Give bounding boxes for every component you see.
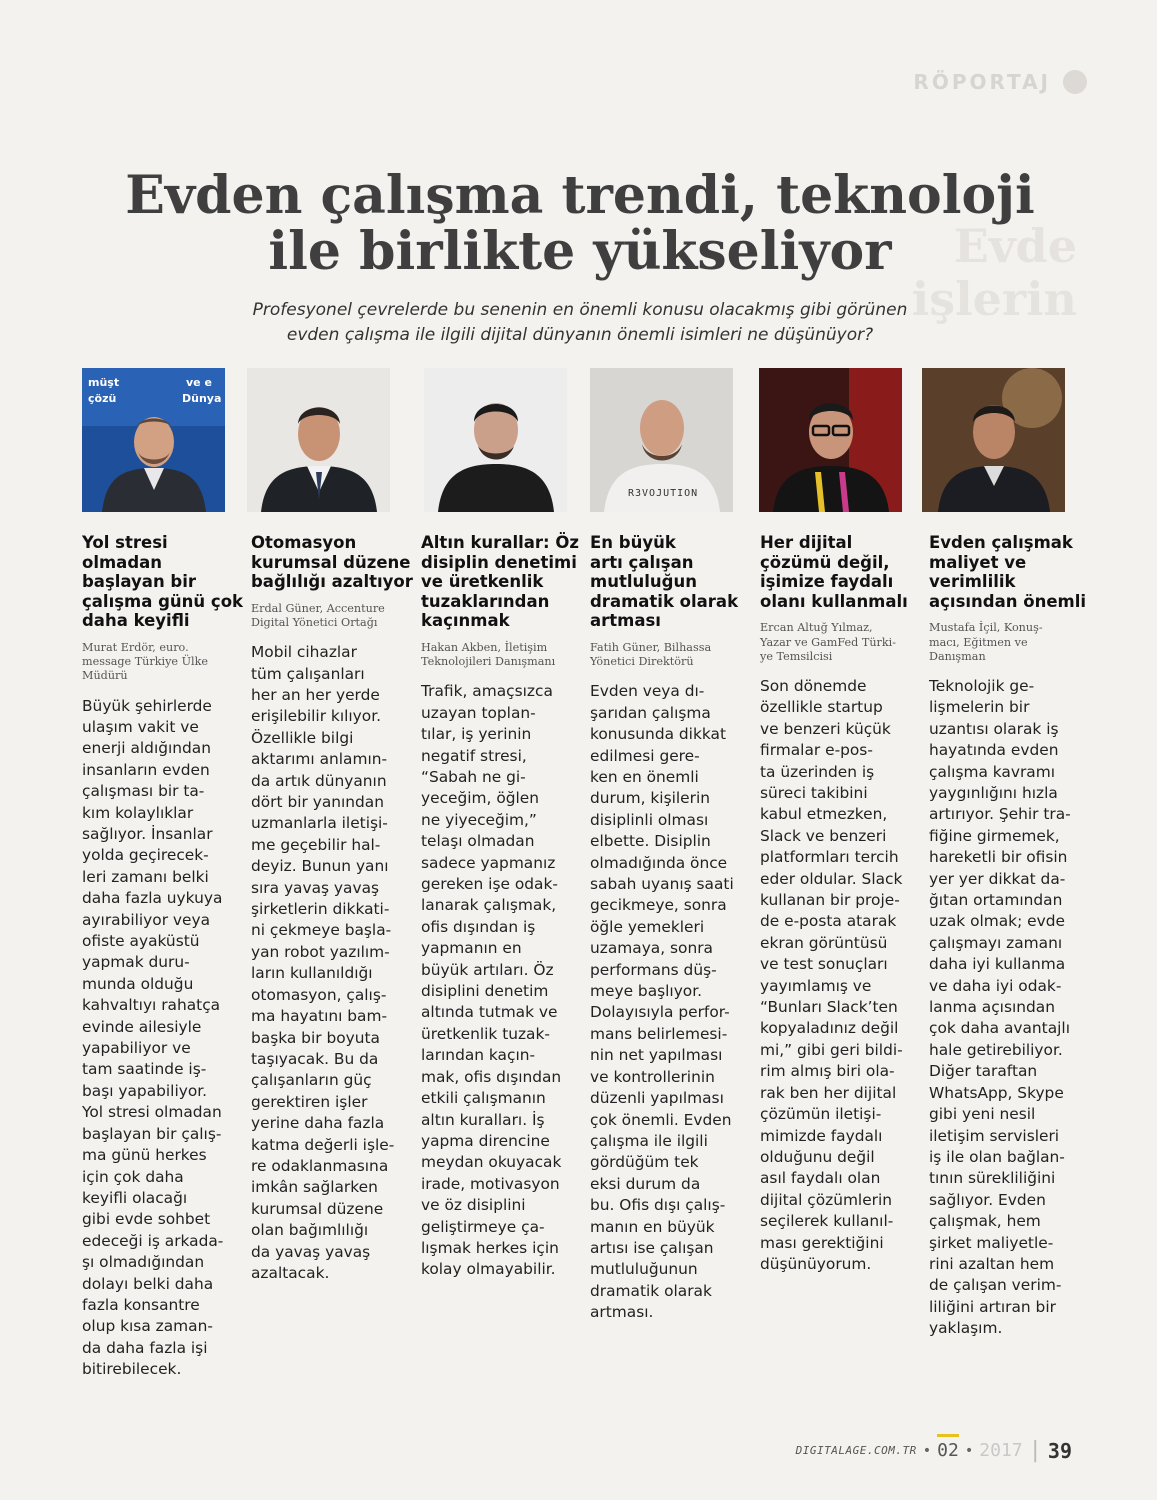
column-heading-line: Yol stresi xyxy=(82,533,168,552)
column-body xyxy=(251,642,406,1284)
portrait-ercan-altug-yilmaz xyxy=(759,368,902,512)
article-column-2 xyxy=(251,533,413,1284)
portrait-hakan-akben xyxy=(424,368,567,512)
ghost-title-line: işlerin xyxy=(911,271,1077,326)
column-body-line: ken en önemli xyxy=(590,768,699,786)
column-heading-line: ve üretkenlik xyxy=(421,572,544,592)
column-body-line: Mobil cihazlar xyxy=(251,643,357,662)
photo-banner-text: ve e xyxy=(186,376,212,389)
column-heading-line: Altın kurallar: Öz xyxy=(421,533,580,552)
column-body-line: üretkenlik tuzak- xyxy=(421,1024,550,1043)
column-heading-line: Otomasyon xyxy=(251,533,357,552)
column-author-line: Ercan Altuğ Yılmaz, xyxy=(760,621,873,635)
column-body-line: Yol stresi olmadan xyxy=(82,1103,222,1122)
column-body-line: yaklaşım. xyxy=(929,1319,1003,1338)
column-heading-line: başlayan bir xyxy=(82,572,197,592)
column-author-line: Müdürü xyxy=(82,669,128,683)
subtitle-line: evden çalışma ile ilgili dijital dünyanın önemli isimleri ne düşünüyor? xyxy=(286,325,874,345)
column-body-line: kurumsal düzene xyxy=(251,1199,384,1218)
column-heading-line: daha keyifli xyxy=(82,611,190,631)
column-body-line: rak ben her dijital xyxy=(760,1083,897,1102)
column-body-line: leri zamanı belki xyxy=(82,867,209,886)
column-body-line: sabah uyanış saati xyxy=(590,875,734,894)
column-body-line: iş ile olan bağlan- xyxy=(929,1147,1065,1166)
portrait-photo-5 xyxy=(759,368,902,512)
column-body-line: büyük artıları. Öz xyxy=(421,960,554,979)
column-body-line: şirket maliyetle- xyxy=(929,1233,1054,1252)
column-heading-line: verimlilik xyxy=(929,572,1016,592)
column-body-line: WhatsApp, Skype xyxy=(929,1083,1064,1102)
column-body-line: başka bir boyuta xyxy=(251,1028,380,1047)
column-body-line: deyiz. Bunun yanı xyxy=(251,857,389,876)
column-body-line: Evden veya dı- xyxy=(590,682,705,701)
column-body-line: iletişim servisleri xyxy=(929,1126,1060,1145)
column-body-line: için çok daha xyxy=(82,1167,184,1186)
column-author-line: Yazar ve GamFed Türki- xyxy=(760,635,897,649)
section-dot-icon xyxy=(1063,70,1087,94)
column-body-line: altında tutmak ve xyxy=(421,1003,558,1022)
column-body-line: kahvaltıyı rahatça xyxy=(82,996,221,1015)
column-body-line: her an her yerde xyxy=(251,686,380,704)
column-body-line: düzenli yapılması xyxy=(590,1089,724,1108)
column-body-line: yapabiliyor ve xyxy=(82,1039,191,1058)
column-body-line: telaşı olmadan xyxy=(421,832,535,851)
column-body-line: artısı ise çalışan xyxy=(590,1238,714,1257)
column-body-line: gibi evde sohbet xyxy=(82,1210,211,1229)
column-body-line: kopyaladınız değil xyxy=(760,1019,899,1038)
column-heading xyxy=(82,533,244,631)
article-column-5 xyxy=(760,533,915,1275)
column-author-line: Mustafa İçil, Konuş- xyxy=(929,621,1043,635)
column-body-line: kabul etmezken, xyxy=(760,805,888,824)
column-body-line: meye başlıyor. xyxy=(590,982,703,1001)
column-body-line: lışmak herkes için xyxy=(421,1238,559,1257)
portrait-murat-erdor xyxy=(82,368,225,512)
column-author-line: Fatih Güner, Bilhassa xyxy=(590,640,712,654)
column-body-line: yerine daha fazla xyxy=(251,1114,385,1133)
column-body-line: çalışanların güç xyxy=(251,1071,372,1090)
article-column-4 xyxy=(590,533,745,1324)
column-heading-line: disiplin denetimi xyxy=(421,552,577,572)
column-body-line: çalışmayı zamanı xyxy=(929,933,1063,952)
column-body-line: ofis dışından iş xyxy=(421,917,536,936)
column-heading-line: çalışma günü çok xyxy=(82,591,244,611)
column-author-line: Erdal Güner, Accenture xyxy=(251,601,385,615)
column-body-line: ma hayatını bam- xyxy=(251,1007,388,1026)
ghost-title-line: Evde xyxy=(953,219,1077,273)
column-heading xyxy=(251,533,413,592)
photo-banner-text: müşt xyxy=(88,376,120,389)
column-author-line: ye Temsilcisi xyxy=(760,649,833,663)
column-body-line: platformları tercih xyxy=(760,848,899,867)
column-author xyxy=(929,621,1084,664)
page-title-line: Evden çalışma trendi, teknoloji xyxy=(125,165,1035,226)
column-body-line: rini azaltan hem xyxy=(929,1254,1055,1273)
column-author-line: Hakan Akben, İletişim xyxy=(421,640,548,654)
column-body-line: azaltacak. xyxy=(251,1263,330,1282)
column-heading-line: dramatik olarak xyxy=(590,591,739,611)
column-author xyxy=(421,641,576,669)
column-body-line: ve test sonuçları xyxy=(760,955,888,974)
column-heading-line: olanı kullanmalı xyxy=(760,591,908,611)
column-body-line: mans belirlemesi- xyxy=(590,1024,728,1043)
column-body-line: eder oldular. Slack xyxy=(760,869,903,888)
section-tag xyxy=(913,70,1087,94)
column-body-line: enerji aldığından xyxy=(82,739,211,758)
footer-separator: | xyxy=(1028,1438,1042,1463)
column-heading-line: açısından önemli xyxy=(929,591,1087,611)
column-body-line: Özellikle bilgi xyxy=(251,728,354,747)
column-body-line: şı olmadığından xyxy=(82,1253,205,1272)
column-heading-line: Her dijital xyxy=(760,533,853,552)
column-body-line: hayatında evden xyxy=(929,741,1059,760)
column-body-line: performans düş- xyxy=(590,960,717,979)
column-body-line: ların kullanıldığı xyxy=(251,964,373,983)
column-body xyxy=(82,696,237,1381)
column-body-line: da daha fazla işi xyxy=(82,1338,208,1357)
column-body-line: katma değerli işle- xyxy=(251,1135,395,1154)
column-body-line: ni çekmeye başla- xyxy=(251,921,392,940)
column-body-line: altın kuralları. İş xyxy=(421,1110,545,1129)
column-body-line: şarıdan çalışma xyxy=(590,703,711,722)
column-body-line: Diğer taraftan xyxy=(929,1062,1038,1081)
column-body-line: ve kontrollerinin xyxy=(590,1067,715,1086)
column-author-line: Digital Yönetici Ortağı xyxy=(251,615,378,629)
column-heading-line: En büyük xyxy=(590,533,676,552)
column-body-line: dolayı belki daha xyxy=(82,1274,214,1293)
column-heading-line: olmadan xyxy=(82,552,163,572)
column-body-line: yan robot yazılım- xyxy=(251,942,390,961)
column-body-line: kullanan bir proje- xyxy=(760,891,900,910)
column-body-line: Slack ve benzeri xyxy=(760,826,887,845)
page-number: 39 xyxy=(1047,1438,1072,1463)
section-tag-label: RÖPORTAJ xyxy=(913,70,1051,94)
column-author xyxy=(251,602,406,630)
column-heading xyxy=(929,533,1087,611)
column-body-line: gecikmeye, sonra xyxy=(590,896,727,915)
column-body-line: artırıyor. Şehir tra- xyxy=(929,805,1071,824)
column-heading-line: tuzaklarından xyxy=(421,591,550,611)
column-author-line: message Türkiye Ülke xyxy=(82,655,208,669)
column-body-line: düşünüyorum. xyxy=(760,1254,872,1273)
column-body xyxy=(590,681,745,1323)
column-body-line: olmadığında önce xyxy=(590,853,728,872)
column-body-line: ne yiyeceğim,” xyxy=(421,810,537,829)
column-body-line: seçilerek kullanıl- xyxy=(760,1212,894,1231)
column-body xyxy=(929,676,1084,1340)
column-body-line: yapmak duru- xyxy=(82,953,190,972)
column-body-line: geliştirmeye ça- xyxy=(421,1217,545,1236)
column-body-line: nin net yapılması xyxy=(590,1046,723,1065)
column-body-line: da artık dünyanın xyxy=(251,771,387,790)
column-heading-line: artması xyxy=(590,611,661,631)
portrait-erdal-guner xyxy=(247,368,390,512)
column-body-line: sağlıyor. İnsanlar xyxy=(82,825,213,844)
column-body xyxy=(760,676,915,1275)
column-body-line: lanma açısından xyxy=(929,998,1055,1017)
column-body-line: imkân sağlarken xyxy=(251,1178,378,1197)
column-body-line: çok önemli. Evden xyxy=(590,1110,732,1129)
article-column-1 xyxy=(82,533,244,1381)
column-author-line: Danışman xyxy=(929,649,986,663)
column-body-line: mak, ofis dışından xyxy=(421,1067,562,1086)
column-body-line: ve öz disiplini xyxy=(421,1196,526,1215)
column-body-line: çalışma kavramı xyxy=(929,762,1055,781)
column-body-line: Trafik, amaçsızca xyxy=(421,682,553,701)
column-body-line: asıl faydalı olan xyxy=(760,1169,881,1188)
column-body-line: ulaşım vakit ve xyxy=(82,717,199,736)
column-body-line: ması gerektiğini xyxy=(760,1233,884,1252)
column-body-line: yer yer dikkat da- xyxy=(929,869,1066,888)
column-author-line: macı, Eğitmen ve xyxy=(929,635,1028,649)
column-body-line: edilmesi gere- xyxy=(590,746,700,765)
column-body-line: erişilebilir kılıyor. xyxy=(251,707,382,726)
column-body-line: Teknolojik ge- xyxy=(929,676,1035,695)
page-title-line: ile birlikte yükseliyor xyxy=(268,221,892,282)
footer-issue-month: 02 xyxy=(937,1440,959,1461)
column-body-line: lişmelerin bir xyxy=(929,698,1030,717)
column-body-line: de e-posta atarak xyxy=(760,912,897,931)
column-body-line: tının sürekliliğini xyxy=(929,1169,1056,1188)
column-body-line: eksi durum da xyxy=(590,1174,701,1193)
column-author-line: Yönetici Direktörü xyxy=(590,655,694,669)
column-body-line: ekran görüntüsü xyxy=(760,933,888,952)
column-heading-line: mutluluğun xyxy=(590,572,697,592)
column-heading-line: kaçınmak xyxy=(421,611,510,631)
portrait-photo-3 xyxy=(424,368,567,512)
portrait-photo-1 xyxy=(82,368,225,512)
column-heading xyxy=(760,533,915,611)
column-body-line: disiplini denetim xyxy=(421,982,549,1001)
column-body-line: rim almış biri ola- xyxy=(760,1062,895,1081)
column-body-line: daha fazla uykuya xyxy=(82,889,223,908)
column-body-line: yaygınlığını hızla xyxy=(929,784,1058,803)
column-body-line: irade, motivasyon xyxy=(421,1174,560,1193)
column-body-line: başlayan bir çalış- xyxy=(82,1124,222,1143)
portrait-photo-2 xyxy=(247,368,390,512)
page-footer xyxy=(796,1438,1072,1463)
column-body-line: taşıyacak. Bu da xyxy=(251,1049,379,1068)
column-body-line: ma günü herkes xyxy=(82,1146,207,1165)
column-body-line: bitirebilecek. xyxy=(82,1360,182,1379)
column-body-line: ğıtan ortamından xyxy=(929,891,1063,910)
column-body-line: liliğini artıran bir xyxy=(929,1297,1056,1316)
column-body-line: tüm çalışanları xyxy=(251,664,365,683)
column-body-line: ayırabiliyor veya xyxy=(82,910,211,929)
column-body-line: durum, kişilerin xyxy=(590,789,710,808)
column-body-line: keyifli olacağı xyxy=(82,1188,188,1207)
column-body-line: gereken işe odak- xyxy=(421,875,558,894)
column-body-line: ofiste ayaküstü xyxy=(82,932,200,951)
column-body-line: kım kolaylıklar xyxy=(82,803,194,822)
column-body-line: çok daha avantajlı xyxy=(929,1019,1070,1038)
subtitle xyxy=(160,298,1000,348)
column-body-line: şirketlerin dikkati- xyxy=(251,900,390,919)
column-body-line: disiplinli olması xyxy=(590,810,709,829)
column-body-line: munda olduğu xyxy=(82,974,194,993)
column-author xyxy=(82,641,237,684)
portrait-photo-6 xyxy=(922,368,1065,512)
column-body-line: da yavaş yavaş xyxy=(251,1242,371,1261)
column-body-line: çalışma ile ilgili xyxy=(590,1131,708,1150)
footer-issue-year: 2017 xyxy=(979,1440,1023,1461)
portrait-photo-4 xyxy=(590,368,733,512)
column-author-line: Teknolojileri Danışmanı xyxy=(421,655,556,669)
column-body-line: olduğunu değil xyxy=(760,1147,875,1166)
column-body-line: uzayan toplan- xyxy=(421,703,536,722)
column-body-line: uzamaya, sonra xyxy=(590,939,713,958)
column-body-line: me geçebilir hal- xyxy=(251,835,381,854)
column-body-line: edeceği iş arkada- xyxy=(82,1231,224,1250)
column-body-line: çalışmak, hem xyxy=(929,1212,1041,1231)
column-body-line: çalışması bir ta- xyxy=(82,782,205,801)
column-body-line: ve benzeri küçük xyxy=(760,719,891,738)
column-body-line: Son dönemde xyxy=(760,676,867,695)
column-body-line: sıra yavaş yavaş xyxy=(251,878,380,897)
column-body-line: uzmanlarla iletişi- xyxy=(251,814,388,833)
column-body-line: daha iyi kullanma xyxy=(929,955,1066,974)
subtitle-line: Profesyonel çevrelerde bu senenin en önemli konusu olacakmış gibi görünen xyxy=(252,300,908,320)
footer-site: DIGITALAGE.COM.TR xyxy=(795,1444,917,1457)
column-body-line: fiğine girmemek, xyxy=(929,826,1060,845)
column-body-line: yeceğim, öğlen xyxy=(421,789,540,808)
column-body-line: sadece yapmanız xyxy=(421,853,556,872)
column-body-line: Büyük şehirlerde xyxy=(82,696,212,715)
column-body-line: yayımlamış ve xyxy=(760,976,872,995)
column-heading-line: çözümü değil, xyxy=(760,552,890,572)
footer-bullet: • xyxy=(922,1442,932,1459)
column-body-line: uzak olmak; evde xyxy=(929,912,1065,931)
column-body-line: konusunda dikkat xyxy=(590,725,726,744)
column-heading-line: maliyet ve xyxy=(929,552,1027,572)
column-body-line: insanların evden xyxy=(82,760,210,779)
column-body-line: başı yapabiliyor. xyxy=(82,1081,208,1100)
column-author-line: Murat Erdör, euro. xyxy=(82,640,189,654)
column-body-line: mutluluğunun xyxy=(590,1260,698,1279)
portrait-mustafa-icil xyxy=(922,368,1065,512)
column-body-line: Dolayısıyla perfor- xyxy=(590,1003,730,1022)
column-body-line: ve daha iyi odak- xyxy=(929,976,1062,995)
column-body-line: çözümün iletişi- xyxy=(760,1105,882,1124)
column-body-line: sağlıyor. Evden xyxy=(929,1190,1046,1209)
column-body-line: ta üzerinden iş xyxy=(760,762,875,781)
article-column-6 xyxy=(929,533,1087,1340)
column-body-line: otomasyon, çalış- xyxy=(251,985,387,1004)
column-body-line: gibi yeni nesil xyxy=(929,1105,1036,1124)
column-body-line: mi,” gibi geri bildi- xyxy=(760,1040,903,1059)
column-body-line: yolda geçirecek- xyxy=(82,846,209,865)
column-body-line: meydan okuyacak xyxy=(421,1153,562,1172)
column-body-line: tılar, iş yerinin xyxy=(421,725,532,744)
article-column-3 xyxy=(421,533,580,1281)
column-body-line: lanarak çalışmak, xyxy=(421,896,557,915)
column-body-line: “Sabah ne gi- xyxy=(421,768,526,786)
column-heading-line: artı çalışan xyxy=(590,552,694,572)
column-heading-line: bağlılığı azaltıyor xyxy=(251,572,413,592)
column-body-line: olan bağımlılığı xyxy=(251,1221,369,1240)
column-body-line: gerektiren işler xyxy=(251,1092,368,1111)
column-body-line: negatif stresi, xyxy=(421,746,527,765)
column-body-line: fazla konsantre xyxy=(82,1295,200,1314)
column-body-line: elbette. Disiplin xyxy=(590,832,711,851)
column-body-line: re odaklanmasına xyxy=(251,1156,389,1175)
column-body-line: süreci takibini xyxy=(760,784,868,803)
page-title xyxy=(60,165,1100,282)
column-heading-line: kurumsal düzene xyxy=(251,552,411,572)
column-body-line: aktarımı anlamın- xyxy=(251,750,388,769)
column-author xyxy=(590,641,745,669)
photo-banner-text: Dünya xyxy=(182,392,222,405)
column-body-line: bu. Ofis dışı çalış- xyxy=(590,1196,726,1215)
photo-banner-text: çözü xyxy=(88,392,117,405)
column-heading-line: işimize faydalı xyxy=(760,572,894,592)
column-body-line: etkili çalışmanın xyxy=(421,1089,546,1108)
column-body-line: firmalar e-pos- xyxy=(760,741,873,760)
column-body-line: yapma direncine xyxy=(421,1131,550,1150)
column-body-line: mimizde faydalı xyxy=(760,1126,883,1145)
column-body-line: tam saatinde iş- xyxy=(82,1060,207,1079)
column-body-line: de çalışan verim- xyxy=(929,1276,1062,1295)
portrait-fatih-guner xyxy=(590,368,733,512)
column-body-line: özellikle startup xyxy=(760,698,883,717)
column-heading xyxy=(590,533,745,631)
column-heading-line: Evden çalışmak xyxy=(929,533,1073,552)
column-body-line: yapmanın en xyxy=(421,939,522,958)
column-body-line: dört bir yanından xyxy=(251,793,384,812)
column-body-line: öğle yemekleri xyxy=(590,917,705,936)
column-body-line: manın en büyük xyxy=(590,1217,715,1236)
column-body-line: olup kısa zaman- xyxy=(82,1317,213,1336)
column-body-line: “Bunları Slack’ten xyxy=(760,998,898,1017)
column-body xyxy=(421,681,576,1280)
column-body-line: uzantısı olarak iş xyxy=(929,719,1059,738)
column-body-line: dramatik olarak xyxy=(590,1281,712,1300)
column-author xyxy=(760,621,915,664)
column-body-line: artması. xyxy=(590,1303,654,1322)
shirt-print-text: R3VOJUTION xyxy=(628,488,699,499)
footer-bullet: • xyxy=(964,1442,974,1459)
column-body-line: hareketli bir ofisin xyxy=(929,848,1068,867)
column-body-line: evinde ailesiyle xyxy=(82,1017,202,1036)
column-heading xyxy=(421,533,580,631)
column-body-line: hale getirebiliyor. xyxy=(929,1040,1063,1059)
column-body-line: dijital çözümlerin xyxy=(760,1190,893,1209)
column-body-line: gördüğüm tek xyxy=(590,1153,699,1172)
column-body-line: kolay olmayabilir. xyxy=(421,1260,556,1279)
column-body-line: larından kaçın- xyxy=(421,1046,536,1065)
